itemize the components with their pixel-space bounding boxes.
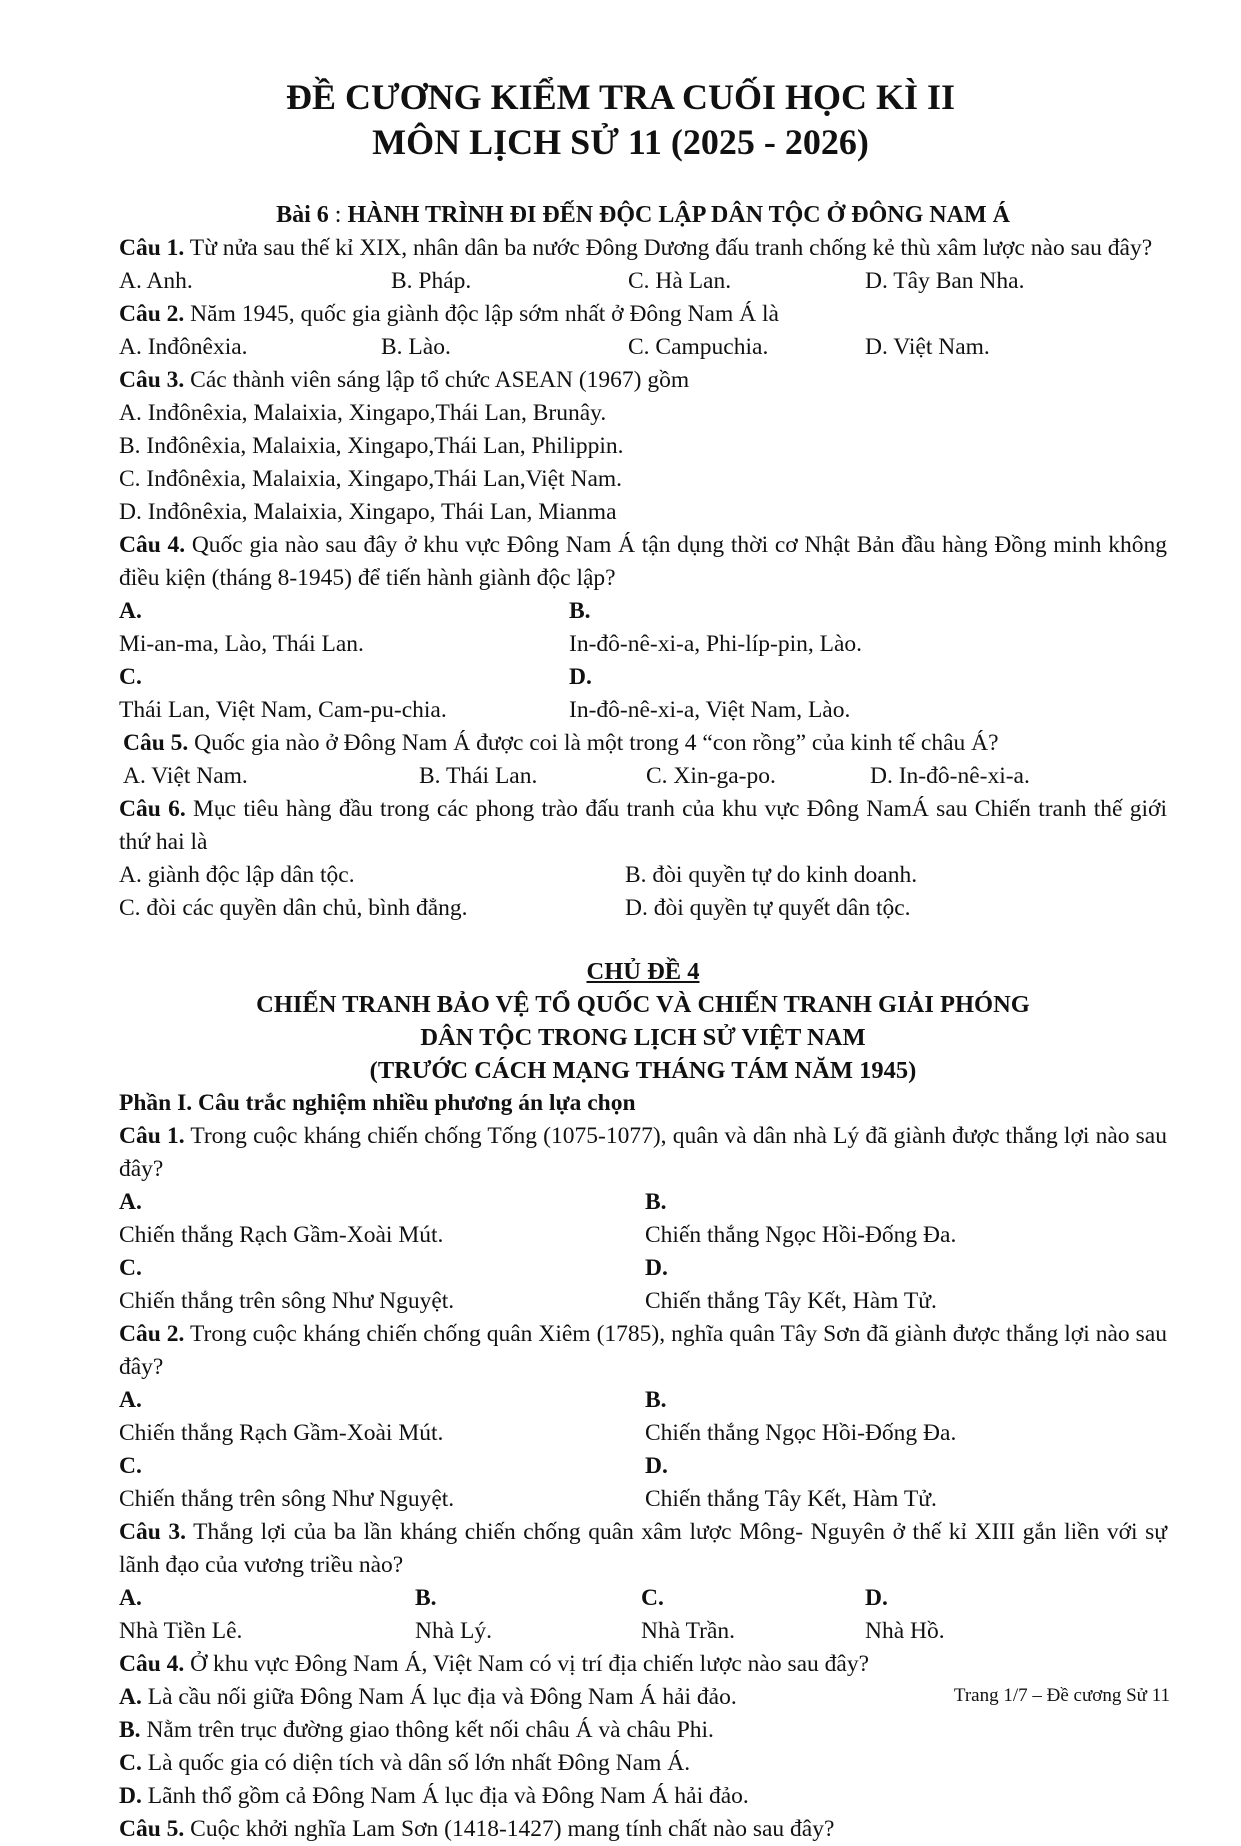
option-text: Chiến thắng Tây Kết, Hàm Tử.: [645, 1486, 937, 1512]
question: [119, 793, 1167, 859]
question-label: Câu 3.: [119, 1519, 186, 1545]
option: [865, 1582, 945, 1648]
options-row: [119, 1186, 1167, 1252]
option-text: Thái Lan, Việt Nam, Cam-pu-chia.: [119, 697, 447, 723]
option-key: A.: [119, 598, 142, 624]
option-text: Chiến thắng Tây Kết, Hàm Tử.: [645, 1288, 937, 1314]
option: B. đòi quyền tự do kinh doanh.: [625, 862, 918, 888]
document-body: [119, 199, 1167, 1846]
topic-title-line: DÂN TỘC TRONG LỊCH SỬ VIỆT NAM: [420, 1024, 866, 1051]
option: [119, 1450, 645, 1516]
question-text: Cuộc khởi nghĩa Lam Sơn (1418-1427) mang tính chất nào sau đây?: [184, 1816, 835, 1842]
option: C. Hà Lan.: [628, 268, 732, 294]
option-key: B.: [569, 598, 591, 624]
option-text: Chiến thắng trên sông Như Nguyệt.: [119, 1486, 455, 1512]
options-row: [119, 331, 1167, 364]
option-text: Lãnh thổ gồm cả Đông Nam Á lục địa và Đông Nam Á hải đảo.: [141, 1783, 749, 1809]
option-text: Chiến thắng Ngọc Hồi-Đống Đa.: [645, 1420, 957, 1446]
question: [119, 1318, 1167, 1384]
option: A. Việt Nam.: [123, 763, 248, 789]
option-text: In-đô-nê-xi-a, Phi-líp-pin, Lào.: [569, 631, 863, 657]
option: B. Lào.: [381, 334, 451, 360]
option-text: Nhà Trần.: [641, 1618, 736, 1644]
option-key: A.: [119, 1189, 142, 1215]
question-text: Trong cuộc kháng chiến chống quân Xiêm (1785), nghĩa quân Tây Sơn đã giành được thắng lợi nào sau đây?: [119, 1321, 1168, 1380]
option: [119, 1714, 1167, 1747]
question-text: Quốc gia nào ở Đông Nam Á được coi là một trong 4 “con rồng” của kinh tế châu Á?: [188, 730, 999, 756]
option-text: Chiến thắng Rạch Gầm-Xoài Mút.: [119, 1222, 444, 1248]
option: [119, 661, 569, 727]
option-key: C.: [119, 1453, 142, 1479]
option-text: Chiến thắng Ngọc Hồi-Đống Đa.: [645, 1222, 957, 1248]
option-text: Mi-an-ma, Lào, Thái Lan.: [119, 631, 364, 657]
question: [119, 1813, 1167, 1846]
option-key: D.: [119, 1783, 142, 1809]
option: [119, 595, 569, 661]
option: [645, 1186, 956, 1252]
lesson-title: HÀNH TRÌNH ĐI ĐẾN ĐỘC LẬP DÂN TỘC Ở ĐÔNG NAM Á: [347, 202, 1010, 228]
option: B. Pháp.: [391, 268, 472, 294]
question-text: Quốc gia nào sau đây ở khu vực Đông Nam Á tận dụng thời cơ Nhật Bản đầu hàng Đồng minh không điều kiện (tháng 8-1945) để tiến hành giành độc lập?: [119, 532, 1167, 591]
question-text: Thắng lợi của ba lần kháng chiến chống quân xâm lược Mông- Nguyên ở thế kỉ XIII gắn liền với sự lãnh đạo của vương triều nào?: [119, 1519, 1167, 1578]
option-key: B.: [119, 1717, 141, 1743]
question-label: Câu 3.: [119, 367, 185, 393]
question-label: Câu 2.: [119, 301, 185, 327]
question: [119, 1648, 1167, 1681]
options-row: [119, 1384, 1167, 1450]
option-key: B.: [645, 1387, 667, 1413]
page-footer: Trang 1/7 – Đề cương Sử 11: [953, 1685, 1170, 1706]
question: [119, 232, 1167, 265]
lesson-separator: :: [328, 202, 348, 228]
option: D. Inđônêxia, Malaixia, Xingapo, Thái Lan, Mianma: [119, 499, 617, 525]
lesson-number: Bài 6: [276, 202, 329, 228]
question: [119, 727, 1167, 760]
question-text: Trong cuộc kháng chiến chống Tống (1075-1077), quân và dân nhà Lý đã giành được thắng lợi nào sau đây?: [119, 1123, 1167, 1182]
option-key: A.: [119, 1585, 142, 1611]
option: [645, 1252, 937, 1318]
question-text: Từ nửa sau thế kỉ XIX, nhân dân ba nước Đông Dương đấu tranh chống kẻ thù xâm lược nào sau đây?: [184, 235, 1153, 261]
option: A. Inđônêxia, Malaixia, Xingapo,Thái Lan, Brunây.: [119, 400, 607, 426]
question-text: Năm 1945, quốc gia giành độc lập sớm nhất ở Đông Nam Á là: [184, 301, 779, 327]
option: [569, 595, 862, 661]
topic-label: CHỦ ĐỀ 4: [586, 958, 700, 985]
question-text: Các thành viên sáng lập tổ chức ASEAN (1967) gồm: [184, 367, 690, 393]
option-key: B.: [415, 1585, 437, 1611]
options-row: [119, 1582, 1167, 1648]
option-key: B.: [645, 1189, 667, 1215]
option-key: C.: [119, 664, 142, 690]
option: [119, 1780, 1167, 1813]
question-label: Câu 6.: [119, 796, 186, 822]
question-text: Ở khu vực Đông Nam Á, Việt Nam có vị trí địa chiến lược nào sau đây?: [184, 1651, 870, 1677]
document-subtitle: MÔN LỊCH SỬ 11 (2025 - 2026): [372, 122, 869, 162]
option: [645, 1450, 937, 1516]
options-row: [119, 1252, 1167, 1318]
option-key: D.: [569, 664, 592, 690]
option: D. đòi quyền tự quyết dân tộc.: [625, 895, 911, 921]
option: A. Anh.: [119, 268, 193, 294]
option: A. Inđônêxia.: [119, 334, 248, 360]
options-row: [119, 760, 1167, 793]
document-title: ĐỀ CƯƠNG KIỂM TRA CUỐI HỌC KÌ II: [285, 77, 956, 117]
options-row: [119, 892, 1167, 925]
option-key: C.: [641, 1585, 664, 1611]
question-text: Mục tiêu hàng đầu trong các phong trào đấu tranh của khu vực Đông NamÁ sau Chiến tranh thế giới thứ hai là: [119, 796, 1167, 855]
option: C. Xin-ga-po.: [646, 763, 776, 789]
option-key: C.: [119, 1255, 142, 1281]
option: C. Campuchia.: [628, 334, 769, 360]
question: [119, 1120, 1167, 1186]
lesson-heading: [119, 199, 1167, 232]
question: [119, 364, 1167, 397]
option: D. In-đô-nê-xi-a.: [870, 763, 1030, 789]
question-label: Câu 5.: [119, 1816, 185, 1842]
question-label: Câu 5.: [123, 730, 189, 756]
option: [119, 1252, 645, 1318]
option: B. Thái Lan.: [419, 763, 538, 789]
question: [119, 1516, 1167, 1582]
option: [119, 1384, 645, 1450]
option-text: Nhà Lý.: [415, 1618, 493, 1644]
option-text: Nằm trên trục đường giao thông kết nối châu Á và châu Phi.: [140, 1717, 714, 1743]
option-key: C.: [119, 1750, 142, 1776]
question-label: Câu 4.: [119, 1651, 185, 1677]
option-key: D.: [645, 1255, 668, 1281]
question-label: Câu 2.: [119, 1321, 185, 1347]
option-text: Nhà Tiền Lê.: [119, 1618, 243, 1644]
option-key: A.: [119, 1387, 142, 1413]
spacer: [119, 925, 1167, 955]
question: [119, 529, 1167, 595]
option: [119, 1747, 1167, 1780]
options-row: [119, 661, 1167, 727]
option: B. Inđônêxia, Malaixia, Xingapo,Thái Lan, Philippin.: [119, 433, 624, 459]
option: C. Inđônêxia, Malaixia, Xingapo,Thái Lan,Việt Nam.: [119, 466, 623, 492]
option-key: A.: [119, 1684, 142, 1710]
question-label: Câu 1.: [119, 1123, 185, 1149]
option: D. Việt Nam.: [865, 334, 990, 360]
option-key: D.: [865, 1585, 888, 1611]
option: C. đòi các quyền dân chủ, bình đẳng.: [119, 895, 468, 921]
option-text: Là cầu nối giữa Đông Nam Á lục địa và Đông Nam Á hải đảo.: [141, 1684, 737, 1710]
option: [415, 1582, 641, 1648]
part-heading: Phần I. Câu trắc nghiệm nhiều phương án lựa chọn: [119, 1090, 636, 1116]
topic-title-line: CHIẾN TRANH BẢO VỆ TỔ QUỐC VÀ CHIẾN TRANH GIẢI PHÓNG: [256, 991, 1030, 1018]
options-row: [119, 859, 1167, 892]
question-label: Câu 1.: [119, 235, 185, 261]
question: [119, 298, 1167, 331]
option-text: Chiến thắng Rạch Gầm-Xoài Mút.: [119, 1420, 444, 1446]
option: D. Tây Ban Nha.: [865, 268, 1025, 294]
options-row: [119, 595, 1167, 661]
option-text: Chiến thắng trên sông Như Nguyệt.: [119, 1288, 455, 1314]
option-text: Nhà Hồ.: [865, 1618, 945, 1644]
option: [641, 1582, 865, 1648]
topic-title-line: (TRƯỚC CÁCH MẠNG THÁNG TÁM NĂM 1945): [369, 1057, 917, 1084]
option-key: D.: [645, 1453, 668, 1479]
option: [645, 1384, 956, 1450]
option-text: In-đô-nê-xi-a, Việt Nam, Lào.: [569, 697, 851, 723]
option: [119, 1582, 415, 1648]
option: [569, 661, 850, 727]
options-row: [119, 1450, 1167, 1516]
option-text: Là quốc gia có diện tích và dân số lớn nhất Đông Nam Á.: [141, 1750, 691, 1776]
question-label: Câu 4.: [119, 532, 186, 558]
options-row: [119, 265, 1167, 298]
option: [119, 1186, 645, 1252]
option: A. giành độc lập dân tộc.: [119, 862, 355, 888]
